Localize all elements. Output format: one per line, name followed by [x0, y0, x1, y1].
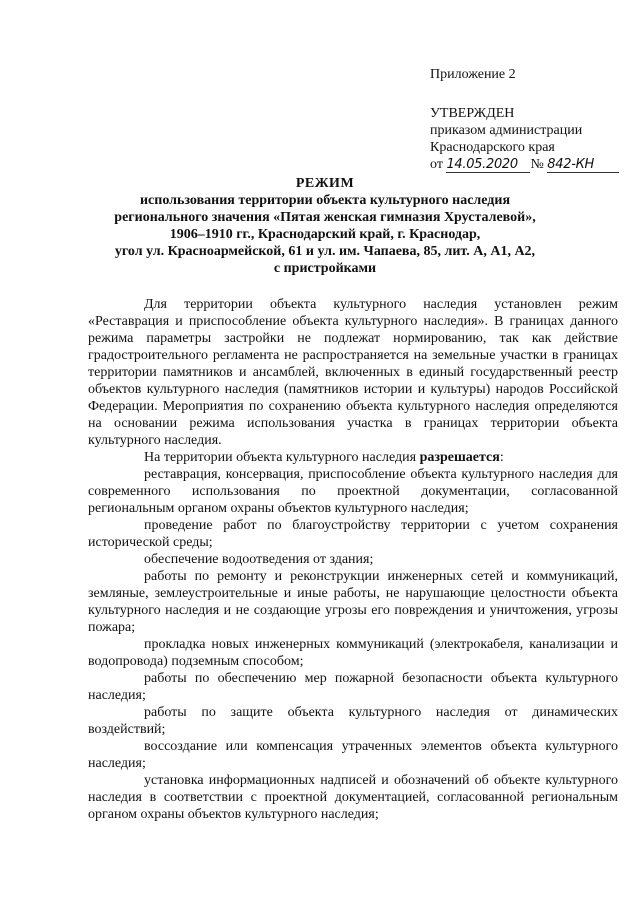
- approved-label: УТВЕРЖДЕН: [430, 106, 515, 121]
- handwritten-date: 14.05.2020: [446, 158, 530, 173]
- list-item: проведение работ по благоустройству территории с учетом сохранения исторической среды;: [88, 518, 618, 550]
- from-label: от: [430, 157, 443, 172]
- title-line: использования территории объекта культурного наследия: [139, 193, 511, 208]
- order-date-line: [430, 156, 630, 173]
- appendix-label: Приложение 2: [430, 67, 516, 82]
- list-item: воссоздание или компенсация утраченных элементов объекта культурного наследия;: [88, 739, 618, 771]
- allowed-suffix: :: [499, 450, 504, 465]
- title-line: 1906–1910 гг., Краснодарский край, г. Краснодар,: [169, 227, 481, 242]
- title-line: с пристройками: [273, 261, 377, 276]
- document-body: [88, 296, 618, 823]
- title-line: регионального значения «Пятая женская гимназия Хрусталевой»,: [114, 210, 536, 225]
- title-line: угол ул. Красноармейской, 61 и ул. им. Чапаева, 85, лит. А, А1, А2,: [114, 244, 536, 259]
- list-item: работы по защите объекта культурного наследия от динамических воздействий;: [88, 705, 618, 737]
- list-item: обеспечение водоотведения от здания;: [144, 552, 374, 567]
- document-title: [110, 175, 540, 277]
- handwritten-number: 842-КН: [547, 158, 619, 173]
- allowed-keyword: разрешается: [419, 450, 500, 465]
- allowed-prefix: На территории объекта культурного наследия: [144, 450, 420, 465]
- list-item: установка информационных надписей и обозначений об объекте культурного наследия в соответствии с проектной документацией, согласованной региональным органом охраны объектов культурного наследия;: [88, 773, 618, 822]
- title-heading: РЕЖИМ: [295, 176, 355, 191]
- number-label: №: [530, 157, 544, 172]
- list-item: реставрация, консервация, приспособление объекта культурного наследия для современного использования по проектной документации, согласованной региональным органом охраны объектов культурного наследия;: [88, 467, 618, 516]
- list-item: работы по обеспечению мер пожарной безопасности объекта культурного наследия;: [88, 671, 618, 703]
- region-line: Краснодарского края: [430, 140, 555, 155]
- intro-paragraph: Для территории объекта культурного наследия установлен режим «Реставрация и приспособление объекта культурного наследия». В границах данного режима параметры застройки не подлежат нормированию, так как действие градостроительного регламента не распространяется на земельные участки в границах территории памятников и ансамблей, включенных в единый государственный реестр объектов культурного наследия (памятников истории и культуры) народов Российской Федерации. Мероприятия по сохранению объекта культурного наследия определяются на основании режима использования участка в границах территории объекта культурного наследия.: [88, 297, 618, 448]
- approval-block: [430, 66, 630, 173]
- order-line: приказом администрации: [430, 123, 583, 138]
- list-item: работы по ремонту и реконструкции инженерных сетей и коммуникаций, земляные, землеустроительные и иные работы, не нарушающие целостности объекта культурного наследия и не создающие угрозы его повреждения и уничтожения, угрозы пожара;: [88, 569, 618, 635]
- list-item: прокладка новых инженерных коммуникаций (электрокабеля, канализации и водопровода) подземным способом;: [88, 637, 618, 669]
- allowed-heading: [88, 449, 618, 466]
